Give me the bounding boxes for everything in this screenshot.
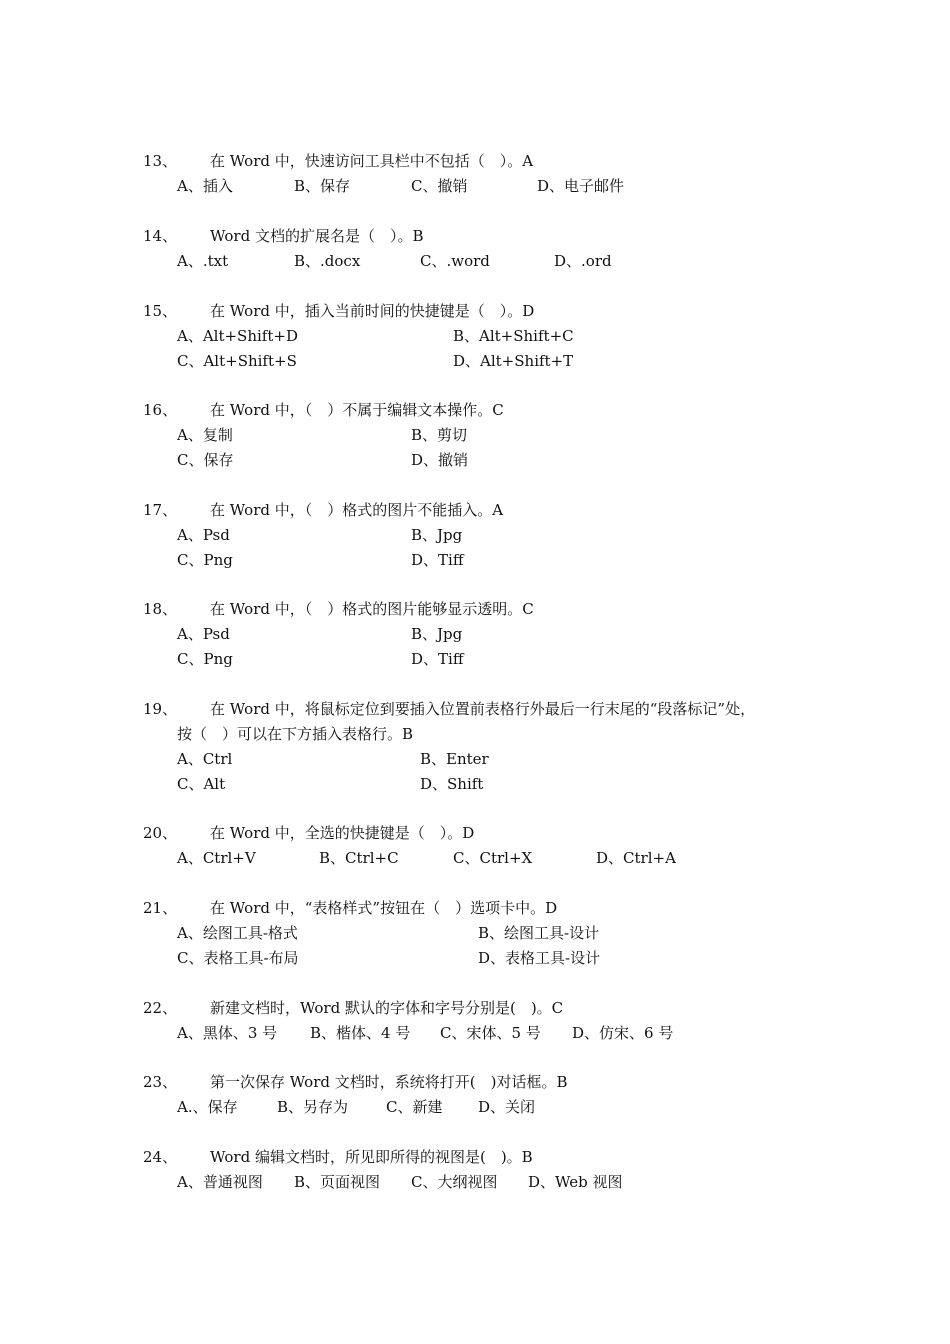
option-a: A、绘图工具-格式 xyxy=(177,924,298,942)
option-a: A、黑体、3 号 xyxy=(177,1024,278,1042)
question-number: 20、 xyxy=(143,824,178,842)
option-c: C、Ctrl+X xyxy=(453,849,533,867)
option-c: C、保存 xyxy=(177,451,234,469)
question-stem: Word 文档的扩展名是（ ）。B xyxy=(210,227,424,245)
option-a: A、复制 xyxy=(177,426,233,444)
option-b: B、Jpg xyxy=(411,625,463,643)
option-d: D、Alt+Shift+T xyxy=(453,352,574,370)
option-a: A、Psd xyxy=(177,625,230,643)
option-b: B、剪切 xyxy=(411,426,468,444)
option-a: A、Ctrl+V xyxy=(177,849,256,867)
option-a: A、Alt+Shift+D xyxy=(177,327,298,345)
option-b: B、保存 xyxy=(294,177,351,195)
option-c: C、Alt xyxy=(177,775,226,793)
option-d: D、表格工具-设计 xyxy=(478,949,601,967)
question-number: 13、 xyxy=(143,152,178,170)
question-number: 14、 xyxy=(143,227,178,245)
option-d: D、Shift xyxy=(420,775,484,793)
option-a: A、插入 xyxy=(177,177,233,195)
question-number: 22、 xyxy=(143,999,178,1017)
option-c: C、撤销 xyxy=(411,177,468,195)
option-d: D、Web 视图 xyxy=(528,1173,623,1191)
question-number: 24、 xyxy=(143,1148,178,1166)
option-c: C、新建 xyxy=(386,1098,443,1116)
option-a: A.、保存 xyxy=(177,1098,238,1116)
question-stem: 在 Word 中，（ ）不属于编辑文本操作。C xyxy=(210,401,504,419)
question-stem: 新建文档时，Word 默认的字体和字号分别是( )。C xyxy=(210,999,564,1017)
option-d: D、撤销 xyxy=(411,451,469,469)
option-b: B、另存为 xyxy=(277,1098,349,1116)
option-b: B、.docx xyxy=(294,252,361,270)
question-number: 17、 xyxy=(143,501,178,519)
option-c: C、表格工具-布局 xyxy=(177,949,299,967)
question-stem: 在 Word 中，（ ）格式的图片不能插入。A xyxy=(210,501,504,519)
option-d: D、仿宋、6 号 xyxy=(572,1024,674,1042)
question-stem-continued: 按（ ）可以在下方插入表格行。B xyxy=(177,725,414,743)
option-d: D、.ord xyxy=(554,252,612,270)
question-number: 19、 xyxy=(143,700,178,718)
question-number: 21、 xyxy=(143,899,178,917)
option-c: C、.word xyxy=(420,252,490,270)
question-stem: 在 Word 中，插入当前时间的快捷键是（ ）。D xyxy=(210,302,535,320)
question-stem: 在 Word 中，将鼠标定位到要插入位置前表格行外最后一行末尾的“段落标记”处， xyxy=(210,700,756,718)
option-c: C、Png xyxy=(177,551,233,569)
option-a: A、.txt xyxy=(177,252,229,270)
question-number: 16、 xyxy=(143,401,178,419)
option-c: C、宋体、5 号 xyxy=(440,1024,541,1042)
question-stem: 在 Word 中，“表格样式”按钮在（ ）选项卡中。D xyxy=(210,899,558,917)
question-stem: 第一次保存 Word 文档时，系统将打开( )对话框。B xyxy=(210,1073,568,1091)
option-a: A、普通视图 xyxy=(177,1173,263,1191)
option-b: B、Ctrl+C xyxy=(319,849,399,867)
question-stem: 在 Word 中，（ ）格式的图片能够显示透明。C xyxy=(210,600,534,618)
option-d: D、Ctrl+A xyxy=(596,849,676,867)
question-number: 15、 xyxy=(143,302,178,320)
question-stem: Word 编辑文档时，所见即所得的视图是( )。B xyxy=(210,1148,533,1166)
option-c: C、Alt+Shift+S xyxy=(177,352,297,370)
option-b: B、页面视图 xyxy=(294,1173,381,1191)
option-b: B、Jpg xyxy=(411,526,463,544)
question-stem: 在 Word 中，全选的快捷键是（ ）。D xyxy=(210,824,475,842)
option-a: A、Psd xyxy=(177,526,230,544)
option-d: D、Tiff xyxy=(411,551,464,569)
question-number: 23、 xyxy=(143,1073,178,1091)
option-c: C、大纲视图 xyxy=(411,1173,498,1191)
option-c: C、Png xyxy=(177,650,233,668)
option-d: D、电子邮件 xyxy=(537,177,625,195)
option-a: A、Ctrl xyxy=(177,750,233,768)
option-b: B、绘图工具-设计 xyxy=(478,924,600,942)
option-b: B、Enter xyxy=(420,750,489,768)
option-b: B、楷体、4 号 xyxy=(310,1024,411,1042)
option-b: B、Alt+Shift+C xyxy=(453,327,574,345)
question-number: 18、 xyxy=(143,600,178,618)
option-d: D、Tiff xyxy=(411,650,464,668)
question-stem: 在 Word 中，快速访问工具栏中不包括（ ）。A xyxy=(210,152,534,170)
option-d: D、关闭 xyxy=(478,1098,536,1116)
